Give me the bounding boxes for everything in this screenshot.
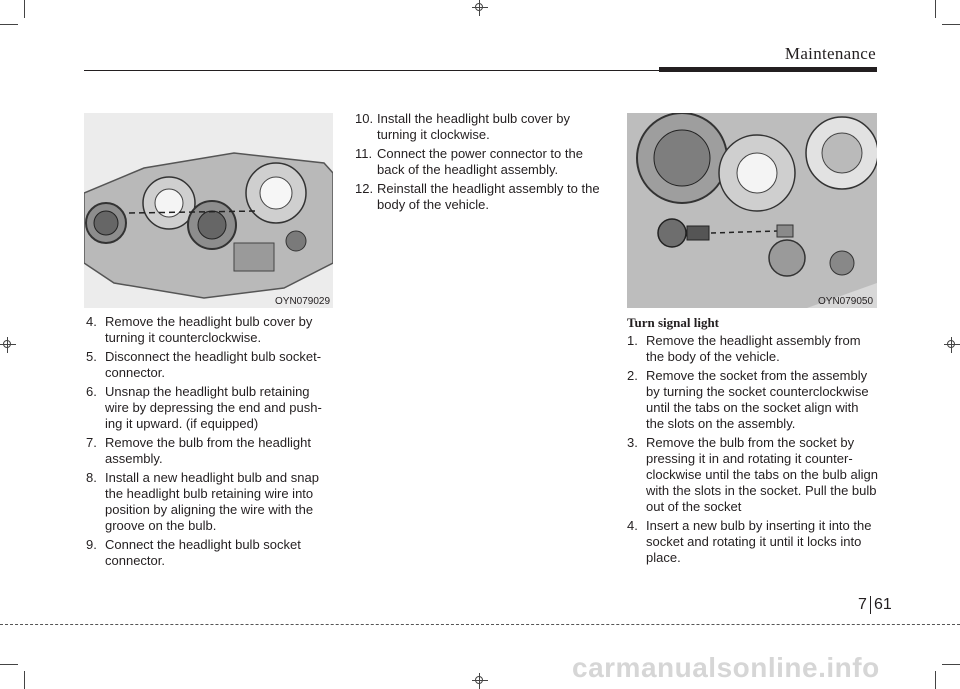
list-item: 10. Install the headlight bulb cover by turning it clockwise. (355, 111, 570, 142)
crop-mark (935, 671, 936, 689)
figure-code: OYN079050 (818, 296, 874, 307)
registration-mark-icon (944, 337, 960, 353)
header-rule-accent (659, 67, 877, 72)
crop-mark (24, 671, 25, 689)
crop-mark (935, 0, 936, 18)
list-item: 4. Remove the headlight bulb cover by turning it counterclockwise. (86, 314, 313, 345)
list-item: 11. Connect the power connector to the back of the headlight assembly. (355, 146, 583, 177)
turn-signal-steps-list (627, 333, 878, 569)
crop-mark (24, 0, 25, 18)
figure-code: OYN079029 (275, 296, 331, 307)
crop-mark (0, 24, 18, 25)
list-item: 12. Reinstall the headlight assembly to the body of the vehicle. (355, 181, 600, 212)
header-rule (84, 70, 659, 71)
headlight-steps-continued-list (355, 111, 605, 216)
page-number-divider (870, 596, 871, 614)
headlight-assembly-icon (84, 113, 333, 308)
list-item: 7. Remove the bulb from the headlight assembly. (86, 435, 311, 466)
footer-trim-line (0, 624, 960, 625)
crop-mark (942, 24, 960, 25)
page-number: 61 (874, 596, 892, 613)
crop-mark (942, 664, 960, 665)
list-item: 2. Remove the socket from the assembly by turning the socket counterclockwise until the tabs on the socket align with the slots on the assembly. (627, 368, 869, 431)
watermark: carmanualsonline.info (572, 652, 880, 683)
list-item: 3. Remove the bulb from the socket by pressing it in and rotating it counter-clockwise until the tabs on the bulb align with the slots in the socket. Pull the bulb out of the socket (627, 435, 878, 514)
chapter-number: 7 (858, 596, 867, 613)
registration-mark-icon (0, 337, 16, 353)
list-item: 1. Remove the headlight assembly from the body of the vehicle. (627, 333, 861, 364)
section-title: Maintenance (784, 44, 876, 63)
list-item: 8. Install a new headlight bulb and snap the headlight bulb retaining wire into position by aligning the wire with the groove on the bulb. (86, 470, 319, 533)
headlight-steps-list (86, 314, 334, 572)
list-item: 4. Insert a new bulb by inserting it into the socket and rotating it until it locks into place. (627, 518, 872, 565)
registration-mark-icon (472, 0, 488, 16)
crop-mark (0, 664, 18, 665)
turn-signal-heading: Turn signal light (627, 315, 720, 330)
list-item: 9. Connect the headlight bulb socket connector. (86, 537, 301, 568)
registration-mark-icon (472, 673, 488, 689)
list-item: 5. Disconnect the headlight bulb socket-connector. (86, 349, 322, 380)
turn-signal-socket-icon (627, 113, 877, 308)
list-item: 6. Unsnap the headlight bulb retaining wire by depressing the end and push-ing it upward. (if equipped) (86, 384, 322, 431)
